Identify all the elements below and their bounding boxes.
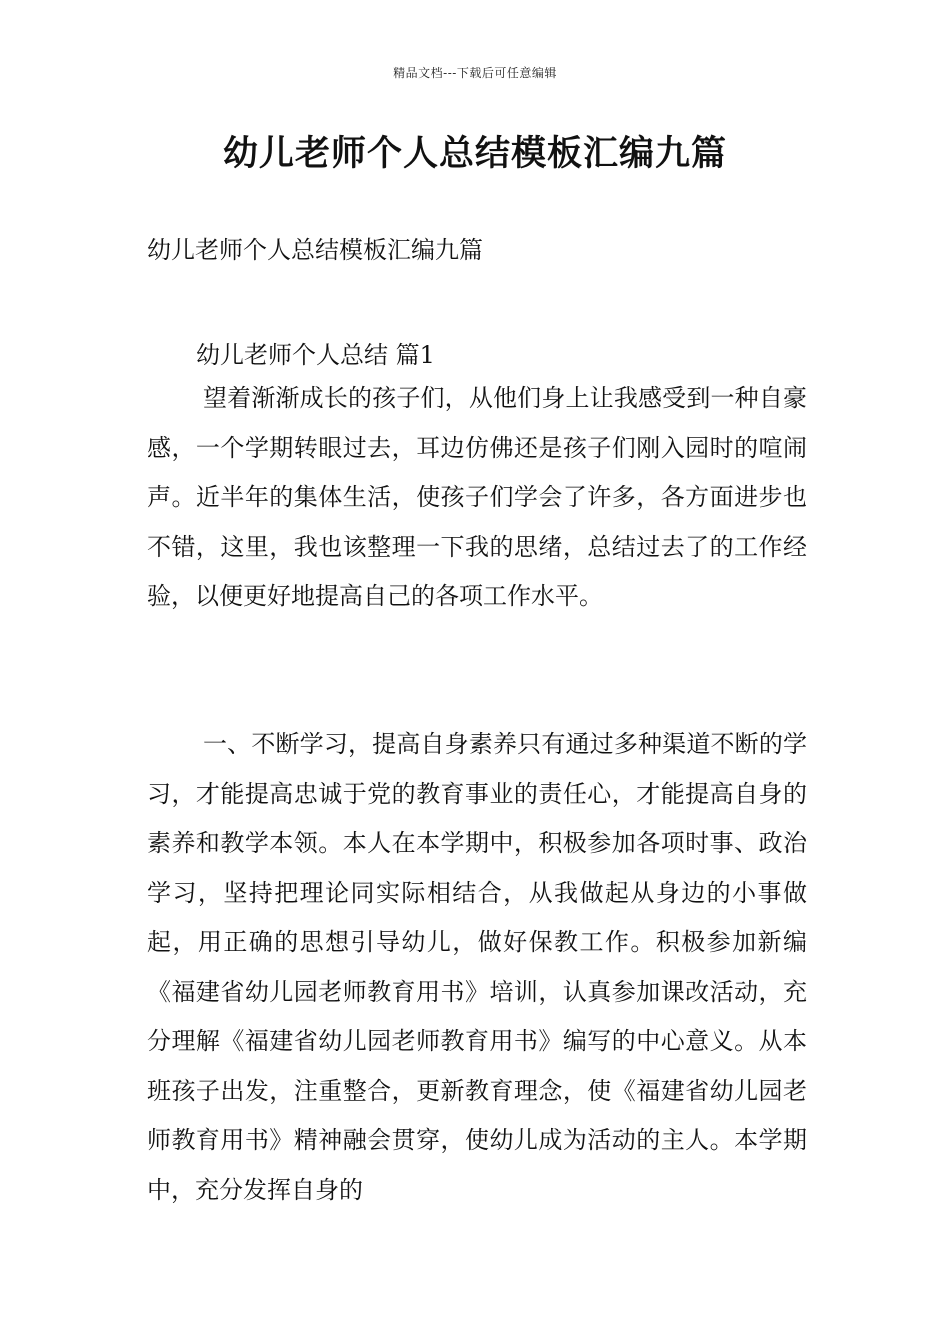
page-header-note: 精品文档---下载后可任意编辑 (393, 66, 557, 80)
document-title: 幼儿老师个人总结模板汇编九篇 (222, 134, 727, 174)
document-subtitle: 幼儿老师个人总结模板汇编九篇 (147, 236, 483, 264)
section-heading: 幼儿老师个人总结 篇1 (196, 341, 435, 369)
body-paragraph-1: 望着渐渐成长的孩子们，从他们身上让我感受到一种自豪感，一个学期转眼过去，耳边仿佛还是孩子们刚入园时的喧闹声。近半年的集体生活，使孩子们学会了许多，各方面进步也不错，这里，我也该整理一下我的思绪，总结过去了的工作经验，以便更好地提高自己的各项工作水平。 (147, 384, 807, 610)
body-paragraph-2: 一、不断学习，提高自身素养只有通过多种渠道不断的学习，才能提高忠诚于党的教育事业的责任心，才能提高自身的素养和教学本领。本人在本学期中，积极参加各项时事、政治学习，坚持把理论同实际相结合，从我做起从身边的小事做起，用正确的思想引导幼儿，做好保教工作。积极参加新编《福建省幼儿园老师教育用书》培训，认真参加课改活动，充分理解《福建省幼儿园老师教育用书》编写的中心意义。从本班孩子出发，注重整合，更新教育理念，使《福建省幼儿园老师教育用书》精神融会贯穿，使幼儿成为活动的主人。本学期中，充分发挥自身的 (147, 730, 807, 1204)
